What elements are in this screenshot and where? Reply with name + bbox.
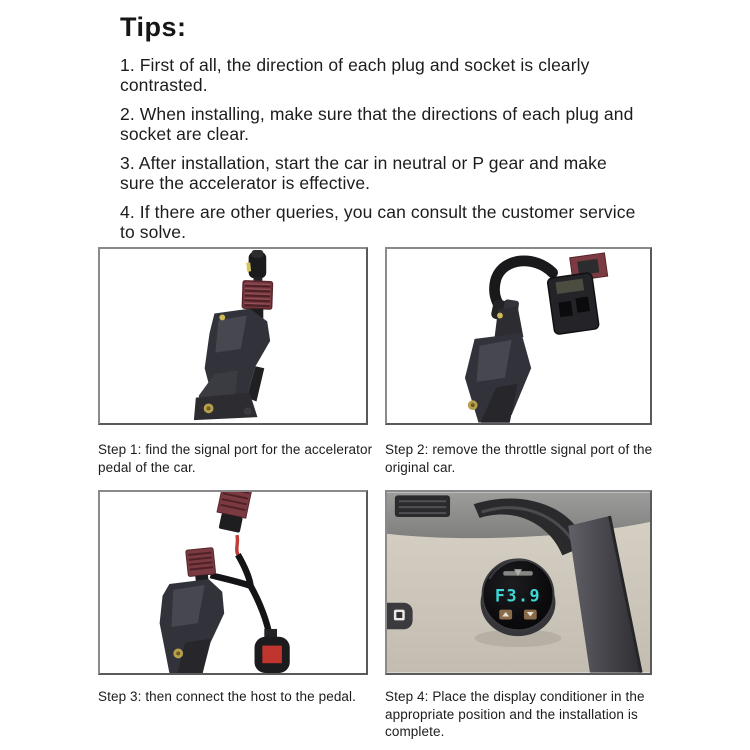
signal-port-connector	[242, 281, 272, 309]
device-display: F3.9	[494, 585, 542, 606]
tip-item-1: 1. First of all, the direction of each plug and socket is clearly contrasted.	[120, 55, 590, 95]
step-1-caption: Step 1: find the signal port for the accelerator pedal of the car.	[98, 442, 373, 475]
harness-top-connector	[214, 492, 252, 533]
window-switch	[387, 603, 413, 630]
step-1-figure	[98, 247, 373, 490]
plug-cap	[246, 250, 266, 283]
tip-item-2: 2. When installing, make sure that the directions of each plug and socket are clear.	[120, 103, 634, 144]
step-3-caption: Step 3: then connect the host to the pedal.	[98, 689, 356, 704]
page-title: Tips:	[120, 12, 187, 42]
step-3-photo	[98, 490, 368, 675]
red-wire	[237, 535, 238, 555]
car-interior-photo	[387, 492, 650, 673]
steps-grid	[98, 247, 652, 741]
pedal-body	[465, 299, 531, 423]
step-2-photo	[385, 247, 652, 425]
step-2-caption: Step 2: remove the throttle signal port of the original car.	[385, 442, 653, 475]
step-3-figure	[98, 490, 368, 741]
pedal-body	[194, 309, 270, 420]
connector-removed-illustration	[387, 249, 650, 423]
tips-section	[120, 12, 636, 252]
accelerator-pedal-illustration	[100, 249, 366, 423]
tip-item-4: 4. If there are other queries, you can consult the customer service to solve.	[120, 201, 636, 242]
step-2-figure	[385, 247, 652, 490]
throttle-controller-device	[481, 559, 556, 636]
pedal-body	[160, 579, 225, 673]
tip-item-3: 3. After installation, start the car in neutral or P gear and make sure the accelerator is effective.	[120, 152, 607, 193]
host-connector	[255, 629, 290, 673]
step-4-figure	[385, 490, 652, 741]
step-4-photo	[385, 490, 652, 675]
host-harness-illustration	[100, 492, 366, 673]
dashboard-vent-icon	[395, 495, 450, 517]
step-4-caption: Step 4: Place the display conditioner in the appropriate position and the installation is complete.	[385, 689, 645, 740]
step-1-photo	[98, 247, 368, 425]
